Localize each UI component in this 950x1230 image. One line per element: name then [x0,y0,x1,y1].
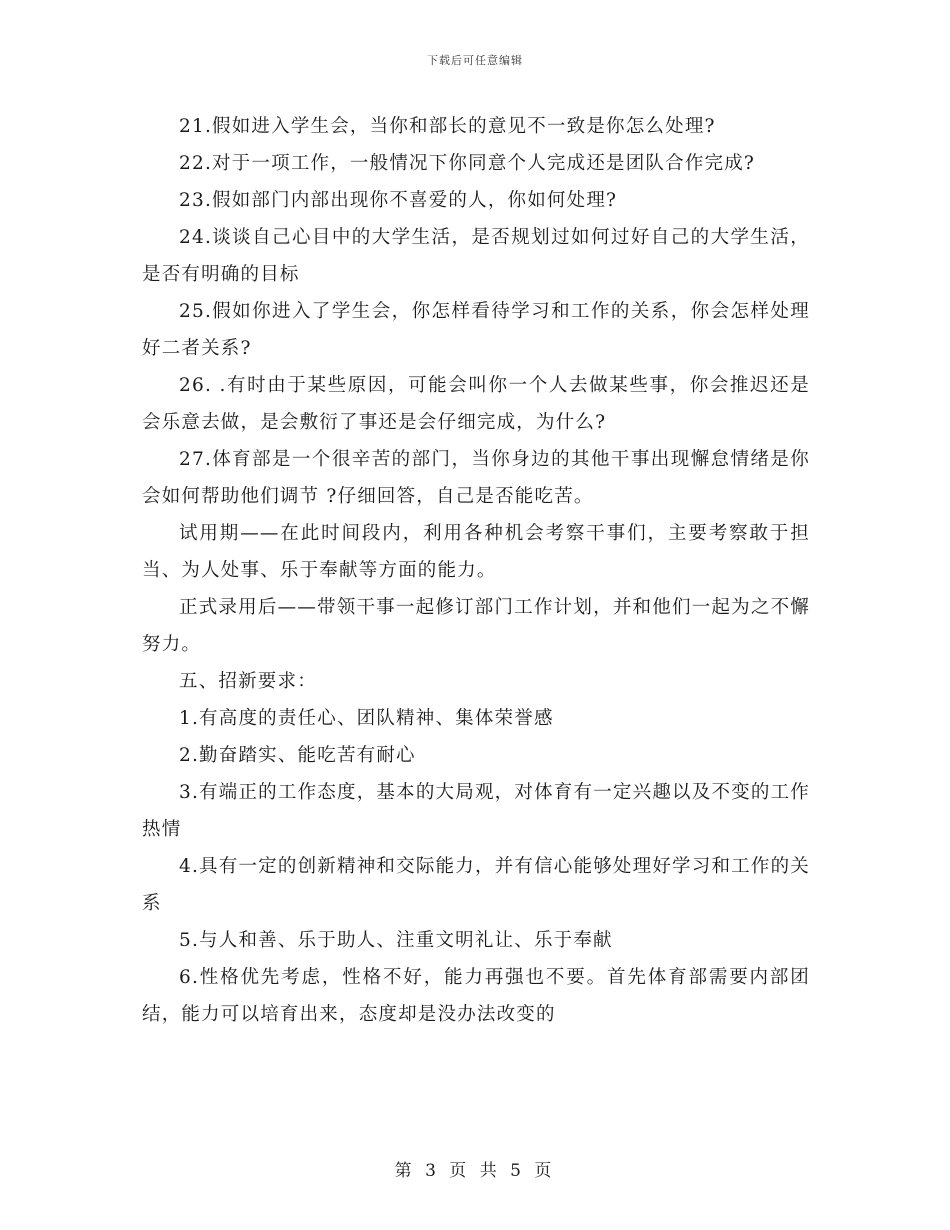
question-24: 24.谈谈自己心目中的大学生活，是否规划过如何过好自己的大学生活，是否有明确的目标 [142,227,810,285]
question-27: 27.体育部是一个很辛苦的部门，当你身边的其他干事出现懈怠情绪是你会如何帮助他们调节 ?仔细回答，自己是否能吃苦。 [142,449,810,507]
page-number-footer: 第 3 页 共 5 页 [394,1161,556,1181]
requirement-3: 3.有端正的工作态度，基本的大局观，对体育有一定兴趣以及不变的工作热情 [142,782,810,840]
probation-paragraph: 试用期——在此时间段内，利用各种机会考察干事们，主要考察敢于担当、为人处事、乐于奉献等方面的能力。 [142,523,810,581]
question-22: 22.对于一项工作，一般情况下你同意个人完成还是团队合作完成? [179,153,756,174]
question-25: 25.假如你进入了学生会，你怎样看待学习和工作的关系，你会怎样处理好二者关系? [142,301,810,359]
question-26: 26. .有时由于某些原因，可能会叫你一个人去做某些事，你会推迟还是会乐意去做，是会敷衍了事还是会仔细完成，为什么? [142,375,810,433]
section-heading-requirements: 五、招新要求： [179,671,317,692]
page-header-note: 下载后可任意编辑 [427,54,523,67]
requirement-1: 1.有高度的责任心、团队精神、集体荣誉感 [179,708,554,729]
requirement-5: 5.与人和善、乐于助人、注重文明礼让、乐于奉献 [179,930,613,951]
document-body [142,108,810,1033]
formal-hire-paragraph: 正式录用后——带领干事一起修订部门工作计划，并和他们一起为之不懈努力。 [142,597,810,655]
question-21: 21.假如进入学生会，当你和部长的意见不一致是你怎么处理? [179,116,716,137]
requirement-4: 4.具有一定的创新精神和交际能力，并有信心能够处理好学习和工作的关系 [142,856,810,914]
requirement-6: 6.性格优先考虑，性格不好，能力再强也不要。首先体育部需要内部团结，能力可以培育出来，态度却是没办法改变的 [142,967,810,1025]
question-23: 23.假如部门内部出现你不喜爱的人，你如何处理? [179,190,618,211]
requirement-2: 2.勤奋踏实、能吃苦有耐心 [179,745,416,766]
